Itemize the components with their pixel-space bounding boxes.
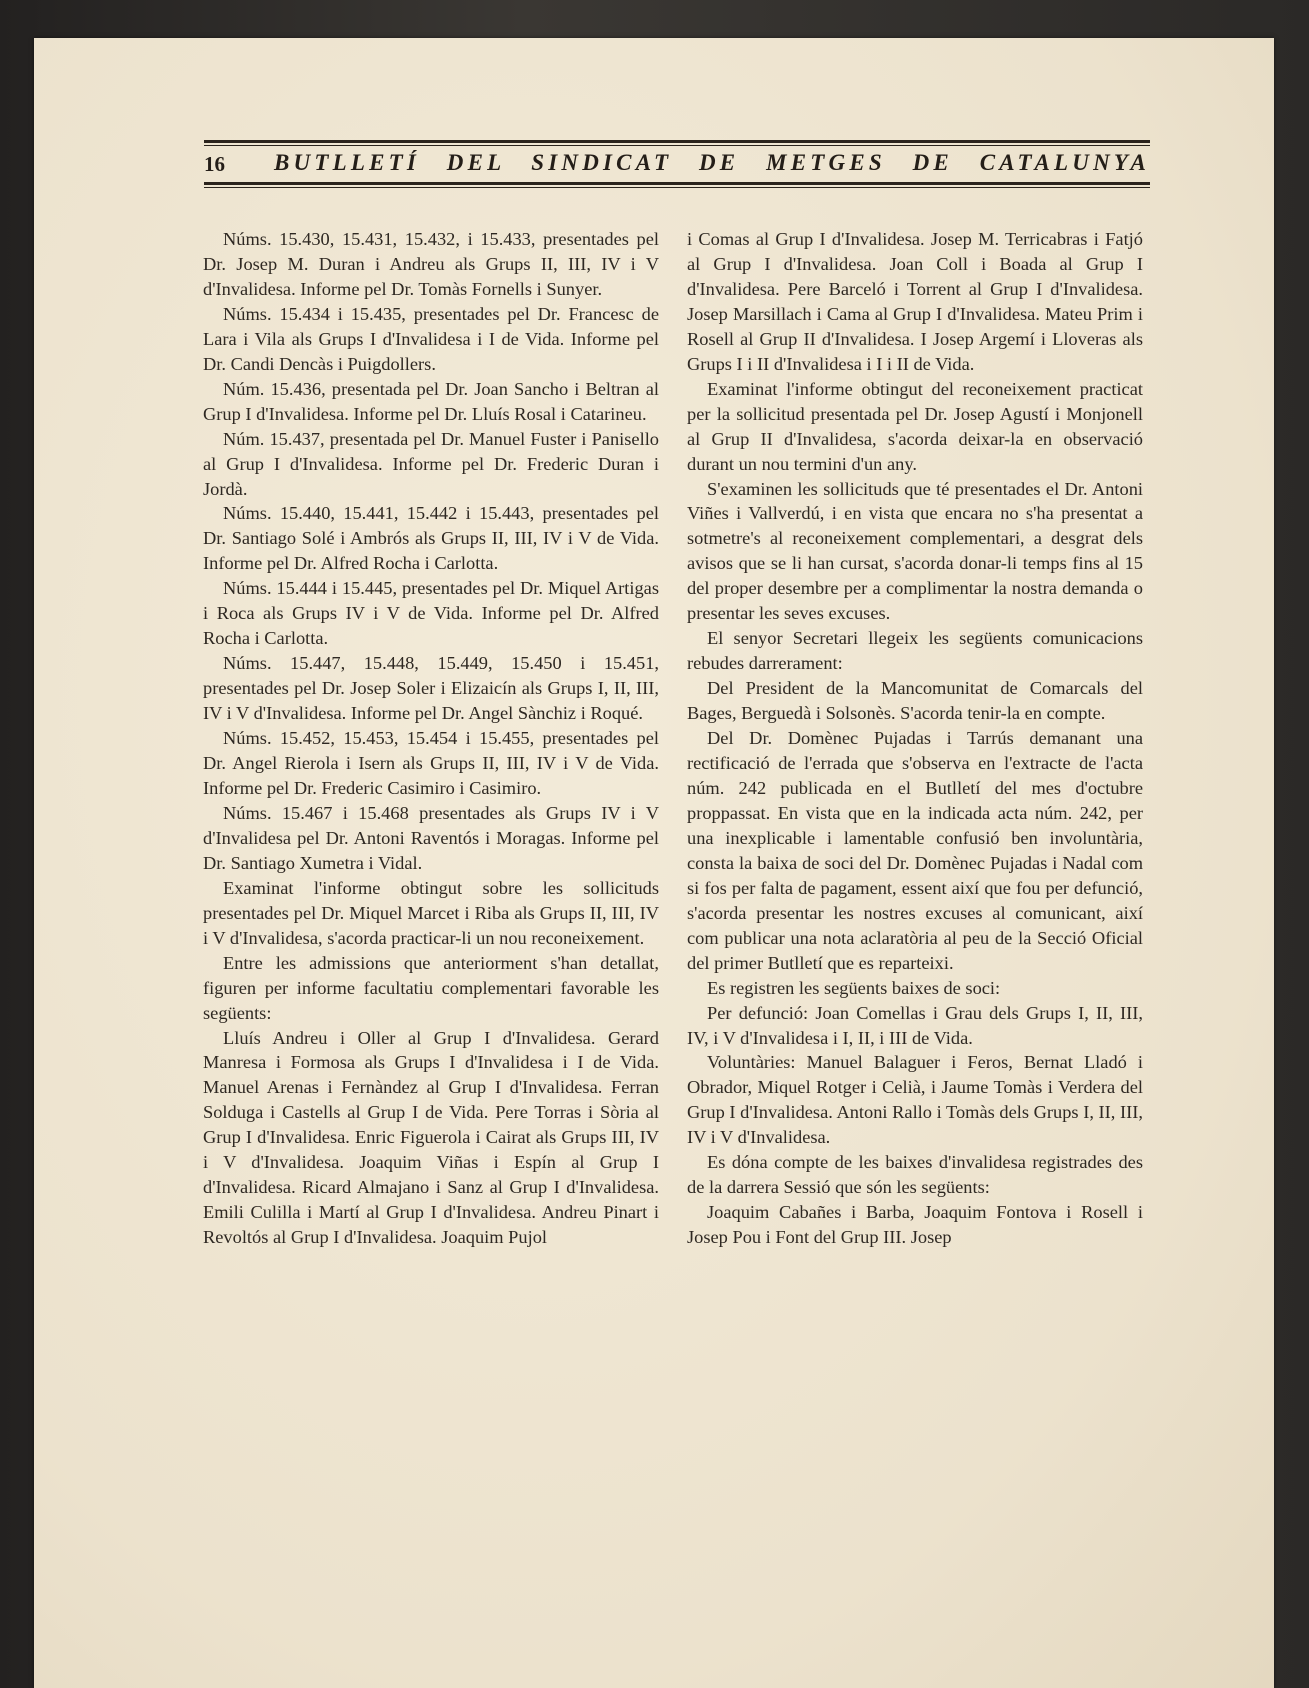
page-number: 16 [204,152,225,176]
left-column [203,227,659,1250]
paragraph: Voluntàries: Manuel Balaguer i Feros, Bernat Lladó i Obrador, Miquel Rotger i Celià, i Jaume Tomàs i Verdera del Grup I d'Invalidesa. Antoni Rallo i Tomàs dels Grups I, II, III, IV i V d'Invalidesa. [687,1052,1143,1148]
paragraph: Examinat l'informe obtingut sobre les sollicituds presentades pel Dr. Miquel Marcet i Riba als Grups II, III, IV i V d'Invalidesa, s'acorda practicar-li un nou reconeixement. [203,877,659,948]
paragraph: Núms. 15.430, 15.431, 15.432, i 15.433, presentades pel Dr. Josep M. Duran i Andreu als Grups II, III, IV i V d'Invalidesa. Informe pel Dr. Tomàs Fornells i Sunyer. [203,229,659,299]
paragraph: Entre les admissions que anteriorment s'han detallat, figuren per informe facultatiu complementari favorable les següents: [203,952,659,1023]
header-rule-top [204,140,1150,146]
paragraph: Núms. 15.444 i 15.445, presentades pel Dr. Miquel Artigas i Roca als Grups IV i V de Vida. Informe pel Dr. Alfred Rocha i Carlotta. [203,578,659,649]
paragraph: Núm. 15.436, presentada pel Dr. Joan Sancho i Beltran al Grup I d'Invalidesa. Informe pel Dr. Lluís Rosal i Catarineu. [203,378,659,424]
paragraph: Examinat l'informe obtingut del reconeixement practicat per la sollicitud presentada pel Dr. Josep Agustí i Monjonell al Grup II d'Invalidesa, s'acorda deixar-la en observació durant un nou termini d'un any. [687,378,1143,474]
header-rule-bottom [204,182,1150,188]
paragraph: Joaquim Cabañes i Barba, Joaquim Fontova i Rosell i Josep Pou i Font del Grup III. Josep [687,1202,1143,1248]
paragraph: Es dóna compte de les baixes d'invalidesa registrades des de la darrera Sessió que són les següents: [687,1152,1143,1198]
paragraph: Núms. 15.452, 15.453, 15.454 i 15.455, presentades pel Dr. Angel Rierola i Isern als Grups II, III, IV i V de Vida. Informe pel Dr. Frederic Casimiro i Casimiro. [203,728,659,798]
right-column [687,227,1143,1250]
paragraph: Núm. 15.437, presentada pel Dr. Manuel Fuster i Panisello al Grup I d'Invalidesa. Informe pel Dr. Frederic Duran i Jordà. [203,428,659,499]
paragraph: Núms. 15.447, 15.448, 15.449, 15.450 i 15.451, presentades pel Dr. Josep Soler i Elizaicín als Grups I, II, III, IV i V d'Invalidesa. Informe pel Dr. Angel Sànchiz i Roqué. [203,653,659,724]
paragraph: El senyor Secretari llegeix les següents comunicacions rebudes darrerament: [687,628,1143,674]
paragraph: Del President de la Mancomunitat de Comarcals del Bages, Berguedà i Solsonès. S'acorda tenir-la en compte. [687,678,1143,724]
paragraph: Del Dr. Domènec Pujadas i Tarrús demanant una rectificació de l'errada que s'observa en l'extracte de l'acta núm. 242 publicada en el Butlletí del mes d'octubre proppassat. En vista que en la indicada acta núm. 242, per una inexplicable i lamentable confusió ben involuntària, consta la baixa de soci del Dr. Domènec Pujadas i Nadal com si fos per falta de pagament, essent així que fou per defunció, s'acorda presentar les nostres excuses al comunicant, així com publicar una nota aclaratòria al peu de la Secció Oficial del primer Butlletí que es reparteixi. [687,728,1143,973]
paragraph: Es registren les següents baixes de soci: [707,977,1001,998]
paragraph: Per defunció: Joan Comellas i Grau dels Grups I, II, III, IV, i V d'Invalidesa i I, II, i III de Vida. [687,1002,1143,1048]
running-title: BUTLLETÍ DEL SINDICAT DE METGES DE CATALUNYA [274,150,1150,175]
paragraph: S'examinen les sollicituds que té presentades el Dr. Antoni Viñes i Vallverdú, i en vista que encara no s'ha presentat a sotmetre's al reconeixement complementari, a desgrat dels avisos que se li han cursat, s'acorda donar-li temps fins al 15 del proper desembre per a complimentar la nostra demanda o presentar les seves excuses. [687,478,1143,624]
paragraph: i Comas al Grup I d'Invalidesa. Josep M. Terricabras i Fatjó al Grup I d'Invalidesa. Joan Coll i Boada al Grup I d'Invalidesa. Pere Barceló i Torrent al Grup I d'Invalidesa. Josep Marsillach i Cama al Grup I d'Invalidesa. Mateu Prim i Rosell al Grup II d'Invalidesa. I Josep Argemí i Lloveras als Grups I i II d'Invalidesa i I i II de Vida. [687,229,1143,374]
paragraph: Núms. 15.440, 15.441, 15.442 i 15.443, presentades pel Dr. Santiago Solé i Ambrós als Grups II, III, IV i V de Vida. Informe pel Dr. Alfred Rocha i Carlotta. [203,503,659,574]
running-header [204,140,1150,192]
paragraph: Lluís Andreu i Oller al Grup I d'Invalidesa. Gerard Manresa i Formosa als Grups I d'Invalidesa i I de Vida. Manuel Arenas i Fernàndez al Grup I d'Invalidesa. Ferran Solduga i Castells al Grup I de Vida. Pere Torras i Sòria al Grup I d'Invalidesa. Enric Figuerola i Cairat als Grups III, IV i V d'Invalidesa. Joaquim Viñas i Espín al Grup I d'Invalidesa. Ricard Almajano i Sanz al Grup I d'Invalidesa. Emili Culilla i Martí al Grup I d'Invalidesa. Andreu Pinart i Revoltós al Grup I d'Invalidesa. Joaquim Pujol [203,1027,659,1248]
paragraph: Núms. 15.467 i 15.468 presentades als Grups IV i V d'Invalidesa pel Dr. Antoni Raventós i Moragas. Informe pel Dr. Santiago Xumetra i Vidal. [203,802,659,873]
paragraph: Núms. 15.434 i 15.435, presentades pel Dr. Francesc de Lara i Vila als Grups I d'Invalidesa i I de Vida. Informe pel Dr. Candi Dencàs i Puigdollers. [203,303,659,374]
